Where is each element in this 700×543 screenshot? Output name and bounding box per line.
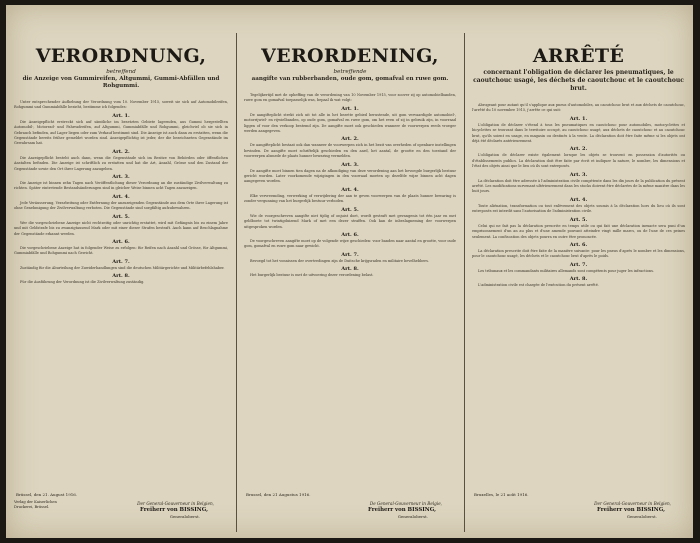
- column-subject: die Anzeige von Gummireifen, Altgummi, Gummi-Abfällen und Rohgummi.: [22, 76, 220, 89]
- article-text: Die Anzeigepflicht erstreckt sich auf sämtliche im besetzten Gebiete lagernden, aus Gummi hergestellten Automobil-, Motorrad- und Fahrradreifen, auf Altgummi, Gummiabfälle und Rohgummi, gleichviel ob sie sich in Gebrauch befinden, auf Lager liegen oder zum Verkauf bestimmt sind. Die Anzeige ist auch dann zu erstatten, wenn die Gegenstände bereits früher gemeldet worden sind. Anzeigepflichtig ist jeder, der die bezeichneten Gegenstände im Gewahrsam hat.: [14, 119, 228, 146]
- issue-date: Brussel, den 21 Augustus 1916.: [246, 492, 311, 497]
- german-column: [6, 5, 236, 538]
- article-text: Die vorgeschriebene Anzeige hat in folgender Weise zu erfolgen: für Reifen nach Anzahl und Grösse, für Altgummi, Gummiabfälle und Rohgummi nach Gewicht.: [14, 245, 228, 256]
- article-label: Art. 7.: [112, 258, 130, 265]
- article-text: Wie de voorgeschreven aangifte niet tijdig of onjuist doet, wordt gestraft met gevangenis tot één jaar en met geldboete tot twintigduizend Mark of met een dezer straffen. Ook kan de inbeslagneming der voorwerpen uitgesproken worden.: [244, 213, 456, 229]
- column-subtitle: betreffende: [333, 69, 367, 75]
- column-footer: [472, 492, 685, 519]
- article-label: Art. 4.: [341, 186, 359, 193]
- column-footer: [244, 492, 456, 519]
- article-label: Art. 6.: [569, 241, 588, 248]
- article-text: La déclaration doit être adressée à l'administration civile compétente dans les dix jours de la publication du présent arrêté. Les modifications survenant ultérieurement dans les stocks doivent être déclarées de la même manière dans les huit jours.: [472, 178, 685, 194]
- article-text: Elke vervreemding, verwerking of verwijdering der aan te geven voorwerpen van de plaats hunner bewaring is zonder vergunning van het burgerlijk bestuur verboden.: [244, 193, 456, 204]
- article-text: Zuständig für die Aburteilung der Zuwiderhandlungen sind die deutschen Militärgerichte und Militärbefehlshaber.: [20, 265, 225, 270]
- issue-date: Bruxelles, le 21 août 1916.: [474, 492, 529, 497]
- article-text: De aangifteplicht bestaat ook dan wanneer de voorwerpen zich in het bezit van overheden of openbare instellingen bevinden. De aangifte moet schriftelijk geschieden en den aard, het aantal, de grootte en den toestand der voorwerpen alsmede de plaats hunner bewaring vermelden.: [244, 143, 456, 159]
- issue-date: Brüssel, den 21. August 1916.: [16, 492, 78, 497]
- article-label: Art. 2.: [112, 148, 130, 155]
- column-subject: aangifte van rubberbanden, oude gom, gomafval en ruwe gom.: [251, 76, 449, 82]
- article-text: Jede Veräusserung, Verarbeitung oder Entfernung der anzuzeigenden Gegenstände aus dem Orte ihrer Lagerung ist ohne Genehmigung der Zivilverwaltung verboten. Die Gegenstände sind sorgfältig aufzubewahren.: [14, 200, 228, 211]
- article-label: Art. 5.: [569, 216, 588, 223]
- article-label: Art. 8.: [569, 276, 588, 283]
- column-intro: Abrogeant pour autant qu'il s'applique aux pneus d'automobiles, au caoutchouc brut et aux déchets de caoutchouc, l'arrêté du 10 novembre 1915, j'arrête ce qui suit:: [472, 103, 685, 113]
- article-label: Art. 7.: [341, 251, 359, 258]
- article-label: Art. 8.: [112, 273, 130, 280]
- article-label: Art. 4.: [112, 193, 130, 200]
- signatory-title: De General-Gouverneur in Belgie,: [369, 501, 442, 506]
- article-label: Art. 6.: [112, 238, 130, 245]
- article-text: De voorgeschreven aangifte moet op de volgende wijze geschieden: voor banden naar aantal en grootte, voor oude gom, gomafval en ruwe gom naar gewicht.: [244, 238, 456, 249]
- article-label: Art. 1.: [569, 115, 588, 122]
- article-text: De aangifte moet binnen tien dagen na de afkondiging van deze verordening aan het bevoegde burgerlijk bestuur gericht worden. Later voorkomende wijzigingen in den voorraad moeten op dezelfde wijze binnen acht dagen aangegeven worden.: [244, 168, 456, 184]
- article-text: Die Anzeigepflicht besteht auch dann, wenn die Gegenstände sich im Besitze von Behörden oder öffentlichen Anstalten befinden. Die Anzeige ist schriftlich zu erstatten und hat die Art, Anzahl, Grösse und den Zustand der Gegenstände sowie den Ort ihrer Lagerung anzugeben.: [14, 155, 228, 171]
- french-column: [464, 5, 693, 538]
- signatory-rank: Generaloberst.: [626, 514, 657, 519]
- column-intro: Unter entsprechender Aufhebung der Verordnung vom 10. November 1915, soweit sie sich auf Automobilreifen, Rohgummi und Gummiabfälle bezieht, bestimme ich folgendes:: [14, 100, 228, 110]
- article-text: Bevoegd tot het vonnissen der overtredingen zijn de Duitsche krijgsraden en militaire bevelhebbers.: [250, 258, 429, 263]
- dutch-column: [236, 5, 464, 538]
- signatory-name: Freiherr von BISSING,: [140, 507, 208, 513]
- article-label: Art. 3.: [341, 161, 359, 168]
- signatory-rank: Generaloberst.: [169, 514, 200, 519]
- signatory-name: Freiherr von BISSING,: [368, 507, 436, 513]
- article-label: Art. 7.: [569, 261, 588, 268]
- article-text: Die Anzeige ist binnen zehn Tagen nach Veröffentlichung dieser Verordnung an die zuständige Zivilverwaltung zu richten. Später eintretende Bestandsänderungen sind in gleicher Weise binnen acht Tagen anzuzeigen.: [14, 181, 228, 191]
- article-label: Art. 5.: [112, 213, 130, 220]
- signatory-title: Der General-Gouverneur in Belgien,: [137, 501, 214, 506]
- article-text: La déclaration prescrite doit être faite de la manière suivante: pour les pneus d'après le nombre et les dimensions, pour le caoutchouc usagé, les déchets et le caoutchouc brut d'après le poids.: [472, 248, 685, 259]
- article-text: L'obligation de déclarer existe également lorsque les objets se trouvent en possession d'autorités ou d'établissements publics. La déclaration doit être faite par écrit et indiquer la nature, le nombre, les dimensions et l'état des objets ainsi que le lieu où ils sont entreposés.: [472, 153, 685, 169]
- article-text: Les tribunaux et les commandants militaires allemands sont compétents pour juger les infractions.: [478, 268, 654, 273]
- article-text: De aangifteplicht strekt zich uit tot alle in het bezette gebied berustende, uit gom vervaardigde automobiel-, motorrijwiel- en rijwielbanden, op oude gom, gomafval en ruwe gom, om het even of zij in gebruik zijn, in voorraad liggen of voor den verkoop bestemd zijn. De aangifte moet ook geschieden wanneer de voorwerpen reeds vroeger werden aangegeven.: [244, 112, 456, 134]
- article-text: Für die Ausführung der Verordnung ist die Zivilverwaltung zuständig.: [20, 280, 145, 285]
- article-label: Art. 3.: [112, 174, 130, 181]
- column-footer: [14, 492, 228, 519]
- article-label: Art. 5.: [341, 206, 359, 213]
- poster-sheet: [6, 5, 693, 538]
- signatory-title: Der General-Gouverneur in Belgien,: [594, 501, 671, 506]
- column-intro: Tegelijkertijd met de opheffing van de verordening van 10 November 1915, voor zoover zij op automobielbanden, ruwe gom en gomafval toepasselijk was, bepaal ik wat volgt:: [244, 93, 456, 103]
- article-label: Art. 1.: [341, 105, 359, 112]
- article-text: L'obligation de déclarer s'étend à tous les pneumatiques en caoutchouc pour automobiles, motocyclettes et bicyclettes se trouvant dans le territoire occupé, au caoutchouc usagé, aux déchets de caoutchouc et au caoutchouc brut, qu'ils soient en usage, en magasin ou destinés à la vente. La déclaration doit être faite même si les objets ont déjà été déclarés antérieurement.: [472, 122, 685, 144]
- article-label: Art. 2.: [341, 136, 359, 143]
- signatory-rank: Generaloberst.: [397, 514, 428, 519]
- article-label: Art. 3.: [569, 171, 588, 178]
- column-title: VERORDENING,: [261, 45, 439, 67]
- article-label: Art. 8.: [341, 266, 359, 273]
- article-text: Celui qui ne fait pas la déclaration prescrite en temps utile ou qui fait une déclaration inexacte sera puni d'un emprisonnement d'un an au plus et d'une amende pouvant atteindre vingt mille marcs, ou de l'une de ces peines seulement. La confiscation des objets pourra en outre être prononcée.: [472, 223, 685, 239]
- column-title: ARRÊTÉ: [532, 45, 625, 67]
- article-text: L'administration civile est chargée de l'exécution du présent arrêté.: [478, 283, 599, 288]
- signatory-name: Freiherr von BISSING,: [597, 507, 665, 513]
- article-text: Wer die vorgeschriebene Anzeige nicht rechtzeitig oder unrichtig erstattet, wird mit Gefängnis bis zu einem Jahre und mit Geldstrafe bis zu zwanzigtausend Mark oder mit einer dieser Strafen bestraft. Auch kann auf Beschlagnahme der Gegenstände erkannt werden.: [14, 220, 228, 236]
- article-label: Art. 1.: [112, 112, 130, 119]
- article-label: Art. 4.: [569, 196, 588, 203]
- article-label: Art. 2.: [569, 146, 588, 153]
- printer-note: Verlag der Kaiserlichen Druckerei, Brüssel.: [14, 500, 57, 509]
- column-subtitle: betreffend: [106, 69, 136, 75]
- column-subject: concernant l'obligation de déclarer les pneumatiques, le caoutchouc usagé, les déchets de caoutchouc et le caoutchouc brut.: [473, 69, 684, 92]
- column-title: VERORDNUNG,: [35, 45, 207, 67]
- article-text: Toute aliénation, transformation ou tout enlèvement des objets soumis à la déclaration hors du lieu où ils sont entreposés est interdit sans l'autorisation de l'administration civile.: [472, 203, 685, 214]
- article-text: Het burgerlijk bestuur is met de uitvoering dezer verordening belast.: [250, 273, 374, 278]
- article-label: Art. 6.: [341, 231, 359, 238]
